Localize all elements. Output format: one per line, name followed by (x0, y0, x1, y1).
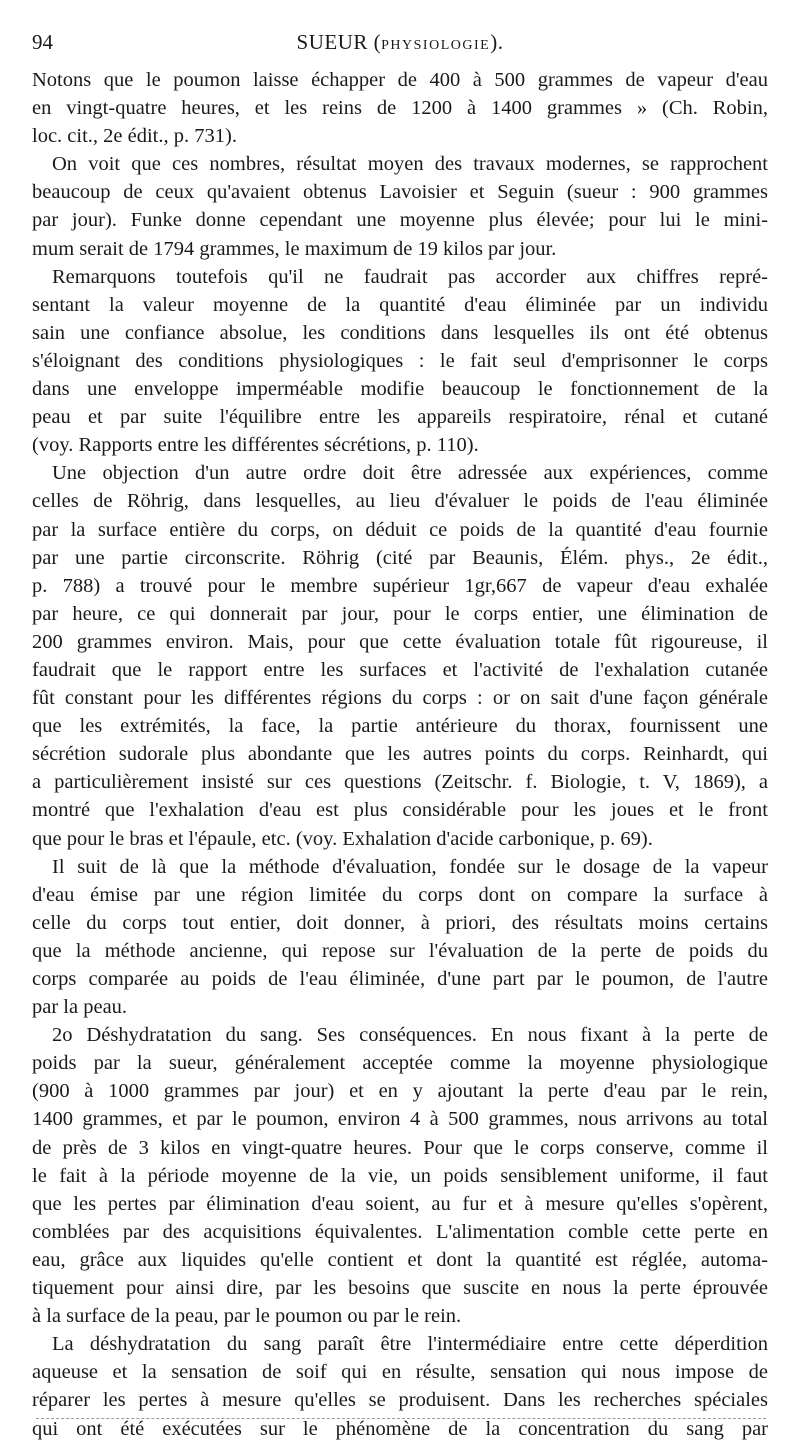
text-line: (voy. Rapports entre les différentes sécrétions, p. 110). (32, 434, 479, 457)
running-title (32, 30, 768, 55)
running-title-subject: PHYSIOLOGIE (381, 38, 491, 53)
text-line: comblées par des acquisitions équivalentes. L'alimentation comble cette perte en (32, 1220, 768, 1243)
text-line: p. 788) a trouvé pour le membre supérieur 1gr,667 de vapeur d'eau exhalée (32, 574, 768, 597)
text-line: On voit que ces nombres, résultat moyen des travaux modernes, se rapprochent (52, 153, 768, 176)
body-text (32, 66, 768, 1443)
text-line: par jour). Funke donne cependant une moyenne plus élevée; pour lui le mini- (32, 209, 768, 232)
footer-rule (36, 1418, 766, 1419)
text-line: sain une confiance absolue, les conditions dans lesquelles ils ont été obtenus (32, 321, 768, 344)
text-line: tiquement pour ainsi dire, par les besoins que suscite en nous la perte éprouvée (32, 1277, 768, 1300)
text-line: par la surface entière du corps, on déduit ce poids de la quantité d'eau fournie (32, 518, 768, 541)
text-line: d'eau émise par une région limitée du corps dont on compare la surface à (32, 883, 768, 906)
text-line: en vingt-quatre heures, et les reins de 1200 à 1400 grammes » (Ch. Robin, (32, 97, 768, 120)
text-line: celles de Röhrig, dans lesquelles, au lieu d'évaluer le poids de l'eau éliminée (32, 490, 768, 513)
text-line: par heure, ce qui donnerait par jour, pour le corps entier, une élimination de (32, 602, 768, 625)
text-line: que les extrémités, la face, la partie antérieure du thorax, fournissent une (32, 715, 768, 738)
text-line: s'éloignant des conditions physiologiques : le fait seul d'emprisonner le corps (32, 349, 768, 372)
text-line: montré que l'exhalation d'eau est plus considérable pour les joues et le front (32, 799, 768, 822)
text-line: aqueuse et la sensation de soif qui en résulte, sensation qui nous impose de (32, 1361, 768, 1384)
text-line: corps comparée au poids de l'eau éliminée, d'une part par le poumon, de l'autre (32, 968, 768, 990)
text-line: réparer les pertes à mesure qu'elles se produisent. Dans les recherches spéciales (32, 1389, 768, 1412)
text-line: 200 grammes environ. Mais, pour que cette évaluation totale fût rigoureuse, il (32, 630, 768, 653)
text-line: loc. cit., 2e édit., p. 731). (32, 125, 237, 148)
text-line: fût constant pour les différentes régions du corps : or on sait d'une façon générale (32, 687, 768, 710)
text-line: Il suit de là que la méthode d'évaluation, fondée sur le dosage de la vapeur (52, 855, 768, 878)
text-line: que la méthode ancienne, qui repose sur l'évaluation de la perte de poids du (32, 939, 768, 962)
running-title-end: ). (490, 30, 504, 54)
page-header (32, 30, 768, 58)
text-line: faudrait que le rapport entre les surfaces et l'activité de l'exhalation cutanée (32, 658, 768, 681)
text-line: le fait à la période moyenne de la vie, un poids sensiblement uniforme, il faut (32, 1164, 768, 1187)
text-line: La déshydratation du sang paraît être l'intermédiaire entre cette déperdition (52, 1333, 768, 1356)
text-line: de près de 3 kilos en vingt-quatre heures. Pour que le corps conserve, comme il (32, 1136, 768, 1159)
text-line: poids par la sueur, généralement acceptée comme la moyenne physiologique (32, 1052, 768, 1075)
text-line: eau, grâce aux liquides qu'elle contient et dont la quantité est réglée, automa- (32, 1248, 768, 1271)
text-line: beaucoup de ceux qu'avaient obtenus Lavoisier et Seguin (sueur : 900 grammes (32, 181, 768, 204)
text-line: peau et par suite l'équilibre entre les appareils respiratoire, rénal et cutané (32, 406, 768, 429)
text-line: Remarquons toutefois qu'il ne faudrait pas accorder aux chiffres repré- (52, 265, 768, 288)
text-line: 1400 grammes, et par le poumon, environ 4 à 500 grammes, nous arrivons au total (32, 1108, 768, 1131)
text-line: par une partie circonscrite. Röhrig (cité par Beaunis, Élém. phys., 2e édit., (32, 546, 768, 569)
text-line: Notons que le poumon laisse échapper de 400 à 500 grammes de vapeur d'eau (32, 69, 768, 91)
text-line: à la surface de la peau, par le poumon ou par le rein. (32, 1305, 462, 1328)
text-line: sécrétion sudorale plus abondante que les autres points du corps. Reinhardt, qui (32, 743, 768, 766)
text-line: qui ont été exécutées sur le phénomène de la concentration du sang par (32, 1417, 768, 1440)
text-line: (900 à 1000 grammes par jour) et en y ajoutant la perte d'eau par le rein, (32, 1080, 768, 1103)
text-line: Une objection d'un autre ordre doit être adressée aux expériences, comme (52, 462, 768, 485)
text-line: 2o Déshydratation du sang. Ses conséquences. En nous fixant à la perte de (52, 1024, 768, 1047)
text-line: dans une enveloppe imperméable modifie beaucoup le fonctionnement de la (32, 378, 768, 401)
text-line: par la peau. (32, 996, 128, 1019)
page-number: 94 (32, 30, 53, 54)
text-line: celle du corps tout entier, doit donner, à priori, des résultats moins certains (32, 911, 768, 934)
text-line: que les pertes par élimination d'eau soient, au fur et à mesure qu'elles s'opèrent, (32, 1192, 768, 1215)
text-line: sentant la valeur moyenne de la quantité d'eau éliminée par un individu (32, 293, 768, 316)
text-line: mum serait de 1794 grammes, le maximum de 19 kilos par jour. (32, 237, 557, 260)
text-line: que pour le bras et l'épaule, etc. (voy. Exhalation d'acide carbonique, p. 69). (32, 827, 653, 850)
text-line: a particulièrement insisté sur ces questions (Zeitschr. f. Biologie, t. V, 1869), a (32, 771, 768, 794)
running-title-main: SUEUR ( (296, 30, 382, 54)
